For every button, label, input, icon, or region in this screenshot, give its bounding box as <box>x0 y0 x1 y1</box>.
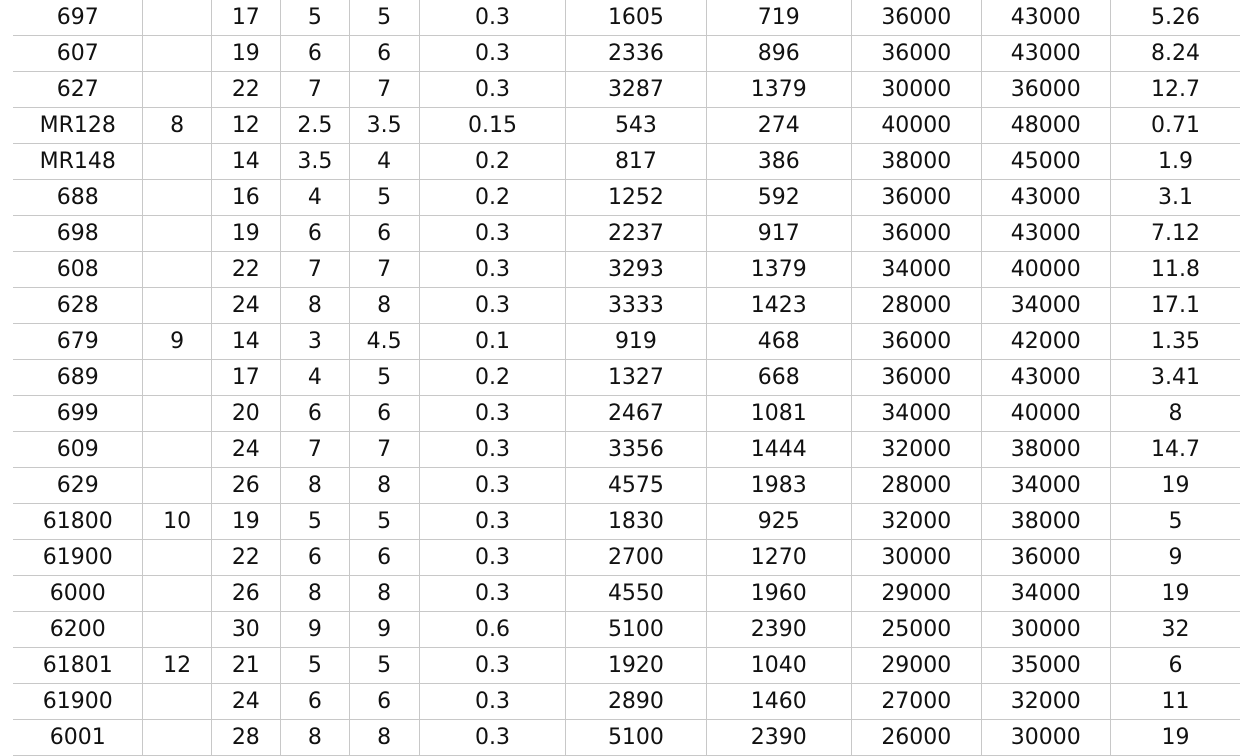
dynamic-load-cell: 817 <box>566 144 706 180</box>
bearing-spec-table <box>13 0 1240 756</box>
speed-oil-cell: 38000 <box>981 504 1110 540</box>
outer-diameter-cell: 26 <box>211 576 280 612</box>
width-cell: 6 <box>280 36 349 72</box>
width-b-cell: 4.5 <box>349 324 419 360</box>
width-b-cell: 5 <box>349 0 419 36</box>
width-cell: 4 <box>280 180 349 216</box>
table-row <box>13 396 1240 432</box>
bore-cell: 12 <box>143 648 211 684</box>
width-cell: 6 <box>280 216 349 252</box>
bearing-code-cell: 699 <box>13 396 143 432</box>
outer-diameter-cell: 24 <box>211 684 280 720</box>
bore-cell <box>143 432 211 468</box>
table-row <box>13 540 1240 576</box>
chamfer-cell: 0.3 <box>419 684 566 720</box>
table-row <box>13 432 1240 468</box>
table-row <box>13 612 1240 648</box>
bearing-code-cell: MR128 <box>13 108 143 144</box>
chamfer-cell: 0.3 <box>419 504 566 540</box>
chamfer-cell: 0.2 <box>419 360 566 396</box>
static-load-cell: 468 <box>706 324 852 360</box>
chamfer-cell: 0.3 <box>419 720 566 756</box>
speed-grease-cell: 36000 <box>852 216 981 252</box>
weight-cell: 11 <box>1111 684 1240 720</box>
outer-diameter-cell: 19 <box>211 36 280 72</box>
width-cell: 8 <box>280 468 349 504</box>
weight-cell: 11.8 <box>1111 252 1240 288</box>
speed-grease-cell: 30000 <box>852 72 981 108</box>
width-b-cell: 7 <box>349 252 419 288</box>
bearing-code-cell: 608 <box>13 252 143 288</box>
width-cell: 6 <box>280 684 349 720</box>
chamfer-cell: 0.3 <box>419 468 566 504</box>
weight-cell: 5.26 <box>1111 0 1240 36</box>
weight-cell: 8.24 <box>1111 36 1240 72</box>
bearing-code-cell: 6001 <box>13 720 143 756</box>
chamfer-cell: 0.2 <box>419 144 566 180</box>
weight-cell: 6 <box>1111 648 1240 684</box>
bore-cell <box>143 180 211 216</box>
bearing-code-cell: 61900 <box>13 540 143 576</box>
dynamic-load-cell: 2467 <box>566 396 706 432</box>
dynamic-load-cell: 1830 <box>566 504 706 540</box>
bearing-code-cell: 6000 <box>13 576 143 612</box>
width-b-cell: 8 <box>349 468 419 504</box>
weight-cell: 19 <box>1111 576 1240 612</box>
width-b-cell: 6 <box>349 396 419 432</box>
bore-cell <box>143 540 211 576</box>
dynamic-load-cell: 5100 <box>566 612 706 648</box>
speed-oil-cell: 34000 <box>981 288 1110 324</box>
static-load-cell: 1081 <box>706 396 852 432</box>
table-row <box>13 684 1240 720</box>
width-cell: 7 <box>280 72 349 108</box>
weight-cell: 1.9 <box>1111 144 1240 180</box>
width-cell: 6 <box>280 540 349 576</box>
speed-oil-cell: 36000 <box>981 72 1110 108</box>
dynamic-load-cell: 1327 <box>566 360 706 396</box>
dynamic-load-cell: 1252 <box>566 180 706 216</box>
static-load-cell: 386 <box>706 144 852 180</box>
bore-cell: 9 <box>143 324 211 360</box>
speed-grease-cell: 32000 <box>852 432 981 468</box>
table-row <box>13 216 1240 252</box>
static-load-cell: 1040 <box>706 648 852 684</box>
static-load-cell: 917 <box>706 216 852 252</box>
speed-oil-cell: 43000 <box>981 0 1110 36</box>
weight-cell: 3.41 <box>1111 360 1240 396</box>
static-load-cell: 896 <box>706 36 852 72</box>
outer-diameter-cell: 14 <box>211 324 280 360</box>
bore-cell <box>143 468 211 504</box>
outer-diameter-cell: 21 <box>211 648 280 684</box>
bearing-code-cell: 679 <box>13 324 143 360</box>
bearing-code-cell: 697 <box>13 0 143 36</box>
bearing-code-cell: 688 <box>13 180 143 216</box>
width-b-cell: 6 <box>349 684 419 720</box>
static-load-cell: 1444 <box>706 432 852 468</box>
speed-grease-cell: 40000 <box>852 108 981 144</box>
weight-cell: 8 <box>1111 396 1240 432</box>
width-b-cell: 3.5 <box>349 108 419 144</box>
bearing-code-cell: 628 <box>13 288 143 324</box>
speed-grease-cell: 28000 <box>852 288 981 324</box>
chamfer-cell: 0.3 <box>419 72 566 108</box>
width-cell: 5 <box>280 504 349 540</box>
table-row <box>13 288 1240 324</box>
bore-cell: 10 <box>143 504 211 540</box>
dynamic-load-cell: 919 <box>566 324 706 360</box>
table-row <box>13 504 1240 540</box>
width-b-cell: 8 <box>349 576 419 612</box>
dynamic-load-cell: 3287 <box>566 72 706 108</box>
chamfer-cell: 0.2 <box>419 180 566 216</box>
bearing-code-cell: 698 <box>13 216 143 252</box>
weight-cell: 7.12 <box>1111 216 1240 252</box>
table-row <box>13 576 1240 612</box>
bore-cell <box>143 576 211 612</box>
bearing-code-cell: 61900 <box>13 684 143 720</box>
width-b-cell: 9 <box>349 612 419 648</box>
weight-cell: 1.35 <box>1111 324 1240 360</box>
width-b-cell: 5 <box>349 504 419 540</box>
speed-grease-cell: 34000 <box>852 396 981 432</box>
speed-oil-cell: 43000 <box>981 36 1110 72</box>
width-cell: 8 <box>280 720 349 756</box>
dynamic-load-cell: 4550 <box>566 576 706 612</box>
bore-cell <box>143 720 211 756</box>
width-b-cell: 7 <box>349 432 419 468</box>
speed-grease-cell: 36000 <box>852 36 981 72</box>
outer-diameter-cell: 24 <box>211 288 280 324</box>
static-load-cell: 1983 <box>706 468 852 504</box>
static-load-cell: 719 <box>706 0 852 36</box>
table-row <box>13 108 1240 144</box>
outer-diameter-cell: 14 <box>211 144 280 180</box>
weight-cell: 19 <box>1111 720 1240 756</box>
bore-cell <box>143 612 211 648</box>
chamfer-cell: 0.3 <box>419 396 566 432</box>
dynamic-load-cell: 2700 <box>566 540 706 576</box>
chamfer-cell: 0.3 <box>419 432 566 468</box>
static-load-cell: 668 <box>706 360 852 396</box>
speed-oil-cell: 38000 <box>981 432 1110 468</box>
bore-cell <box>143 216 211 252</box>
dynamic-load-cell: 3333 <box>566 288 706 324</box>
bore-cell: 8 <box>143 108 211 144</box>
outer-diameter-cell: 19 <box>211 504 280 540</box>
speed-oil-cell: 42000 <box>981 324 1110 360</box>
outer-diameter-cell: 20 <box>211 396 280 432</box>
width-cell: 4 <box>280 360 349 396</box>
outer-diameter-cell: 17 <box>211 0 280 36</box>
static-load-cell: 1460 <box>706 684 852 720</box>
width-cell: 2.5 <box>280 108 349 144</box>
table-row <box>13 72 1240 108</box>
weight-cell: 3.1 <box>1111 180 1240 216</box>
bearing-code-cell: 607 <box>13 36 143 72</box>
width-b-cell: 5 <box>349 360 419 396</box>
bore-cell <box>143 0 211 36</box>
outer-diameter-cell: 17 <box>211 360 280 396</box>
speed-oil-cell: 36000 <box>981 540 1110 576</box>
speed-oil-cell: 34000 <box>981 576 1110 612</box>
bearing-code-cell: 6200 <box>13 612 143 648</box>
chamfer-cell: 0.6 <box>419 612 566 648</box>
weight-cell: 5 <box>1111 504 1240 540</box>
speed-oil-cell: 45000 <box>981 144 1110 180</box>
bearing-code-cell: 61801 <box>13 648 143 684</box>
speed-grease-cell: 36000 <box>852 0 981 36</box>
outer-diameter-cell: 22 <box>211 540 280 576</box>
speed-oil-cell: 48000 <box>981 108 1110 144</box>
table-body <box>13 0 1240 756</box>
weight-cell: 32 <box>1111 612 1240 648</box>
speed-grease-cell: 34000 <box>852 252 981 288</box>
outer-diameter-cell: 26 <box>211 468 280 504</box>
static-load-cell: 925 <box>706 504 852 540</box>
table-row <box>13 720 1240 756</box>
dynamic-load-cell: 1605 <box>566 0 706 36</box>
static-load-cell: 2390 <box>706 720 852 756</box>
bore-cell <box>143 360 211 396</box>
width-cell: 8 <box>280 576 349 612</box>
dynamic-load-cell: 3293 <box>566 252 706 288</box>
outer-diameter-cell: 16 <box>211 180 280 216</box>
bearing-code-cell: 629 <box>13 468 143 504</box>
width-b-cell: 5 <box>349 648 419 684</box>
outer-diameter-cell: 24 <box>211 432 280 468</box>
width-b-cell: 6 <box>349 36 419 72</box>
bearing-code-cell: 609 <box>13 432 143 468</box>
static-load-cell: 592 <box>706 180 852 216</box>
width-cell: 9 <box>280 612 349 648</box>
weight-cell: 12.7 <box>1111 72 1240 108</box>
speed-grease-cell: 27000 <box>852 684 981 720</box>
static-load-cell: 1960 <box>706 576 852 612</box>
bore-cell <box>143 684 211 720</box>
width-b-cell: 4 <box>349 144 419 180</box>
speed-grease-cell: 29000 <box>852 648 981 684</box>
width-cell: 7 <box>280 432 349 468</box>
chamfer-cell: 0.3 <box>419 648 566 684</box>
width-b-cell: 7 <box>349 72 419 108</box>
bearing-code-cell: 61800 <box>13 504 143 540</box>
chamfer-cell: 0.1 <box>419 324 566 360</box>
outer-diameter-cell: 22 <box>211 72 280 108</box>
chamfer-cell: 0.3 <box>419 216 566 252</box>
dynamic-load-cell: 1920 <box>566 648 706 684</box>
chamfer-cell: 0.3 <box>419 0 566 36</box>
chamfer-cell: 0.3 <box>419 252 566 288</box>
bore-cell <box>143 252 211 288</box>
width-cell: 8 <box>280 288 349 324</box>
speed-grease-cell: 29000 <box>852 576 981 612</box>
outer-diameter-cell: 22 <box>211 252 280 288</box>
weight-cell: 9 <box>1111 540 1240 576</box>
speed-oil-cell: 40000 <box>981 252 1110 288</box>
static-load-cell: 274 <box>706 108 852 144</box>
outer-diameter-cell: 28 <box>211 720 280 756</box>
width-b-cell: 5 <box>349 180 419 216</box>
table-row <box>13 468 1240 504</box>
width-cell: 6 <box>280 396 349 432</box>
table-row <box>13 360 1240 396</box>
width-b-cell: 6 <box>349 216 419 252</box>
dynamic-load-cell: 543 <box>566 108 706 144</box>
speed-grease-cell: 36000 <box>852 360 981 396</box>
dynamic-load-cell: 5100 <box>566 720 706 756</box>
bearing-code-cell: 627 <box>13 72 143 108</box>
outer-diameter-cell: 30 <box>211 612 280 648</box>
table-row <box>13 180 1240 216</box>
dynamic-load-cell: 2336 <box>566 36 706 72</box>
bearing-code-cell: 689 <box>13 360 143 396</box>
speed-oil-cell: 43000 <box>981 360 1110 396</box>
speed-grease-cell: 30000 <box>852 540 981 576</box>
width-cell: 5 <box>280 648 349 684</box>
speed-oil-cell: 34000 <box>981 468 1110 504</box>
width-cell: 3 <box>280 324 349 360</box>
static-load-cell: 2390 <box>706 612 852 648</box>
bore-cell <box>143 72 211 108</box>
outer-diameter-cell: 19 <box>211 216 280 252</box>
width-cell: 7 <box>280 252 349 288</box>
weight-cell: 0.71 <box>1111 108 1240 144</box>
weight-cell: 19 <box>1111 468 1240 504</box>
speed-grease-cell: 28000 <box>852 468 981 504</box>
dynamic-load-cell: 4575 <box>566 468 706 504</box>
chamfer-cell: 0.3 <box>419 540 566 576</box>
weight-cell: 14.7 <box>1111 432 1240 468</box>
speed-oil-cell: 30000 <box>981 612 1110 648</box>
dynamic-load-cell: 3356 <box>566 432 706 468</box>
dynamic-load-cell: 2237 <box>566 216 706 252</box>
bore-cell <box>143 36 211 72</box>
speed-oil-cell: 40000 <box>981 396 1110 432</box>
outer-diameter-cell: 12 <box>211 108 280 144</box>
static-load-cell: 1270 <box>706 540 852 576</box>
speed-oil-cell: 43000 <box>981 216 1110 252</box>
speed-grease-cell: 38000 <box>852 144 981 180</box>
width-b-cell: 8 <box>349 288 419 324</box>
table-row <box>13 0 1240 36</box>
chamfer-cell: 0.15 <box>419 108 566 144</box>
weight-cell: 17.1 <box>1111 288 1240 324</box>
speed-grease-cell: 36000 <box>852 180 981 216</box>
table-row <box>13 324 1240 360</box>
speed-grease-cell: 25000 <box>852 612 981 648</box>
static-load-cell: 1379 <box>706 72 852 108</box>
speed-oil-cell: 32000 <box>981 684 1110 720</box>
table-row <box>13 648 1240 684</box>
bore-cell <box>143 396 211 432</box>
dynamic-load-cell: 2890 <box>566 684 706 720</box>
speed-grease-cell: 36000 <box>852 324 981 360</box>
static-load-cell: 1379 <box>706 252 852 288</box>
table-row <box>13 144 1240 180</box>
speed-oil-cell: 30000 <box>981 720 1110 756</box>
width-cell: 5 <box>280 0 349 36</box>
chamfer-cell: 0.3 <box>419 576 566 612</box>
speed-grease-cell: 32000 <box>852 504 981 540</box>
bearing-code-cell: MR148 <box>13 144 143 180</box>
bore-cell <box>143 288 211 324</box>
chamfer-cell: 0.3 <box>419 288 566 324</box>
bore-cell <box>143 144 211 180</box>
static-load-cell: 1423 <box>706 288 852 324</box>
table-row <box>13 252 1240 288</box>
width-cell: 3.5 <box>280 144 349 180</box>
table-row <box>13 36 1240 72</box>
width-b-cell: 8 <box>349 720 419 756</box>
speed-grease-cell: 26000 <box>852 720 981 756</box>
speed-oil-cell: 35000 <box>981 648 1110 684</box>
chamfer-cell: 0.3 <box>419 36 566 72</box>
speed-oil-cell: 43000 <box>981 180 1110 216</box>
width-b-cell: 6 <box>349 540 419 576</box>
